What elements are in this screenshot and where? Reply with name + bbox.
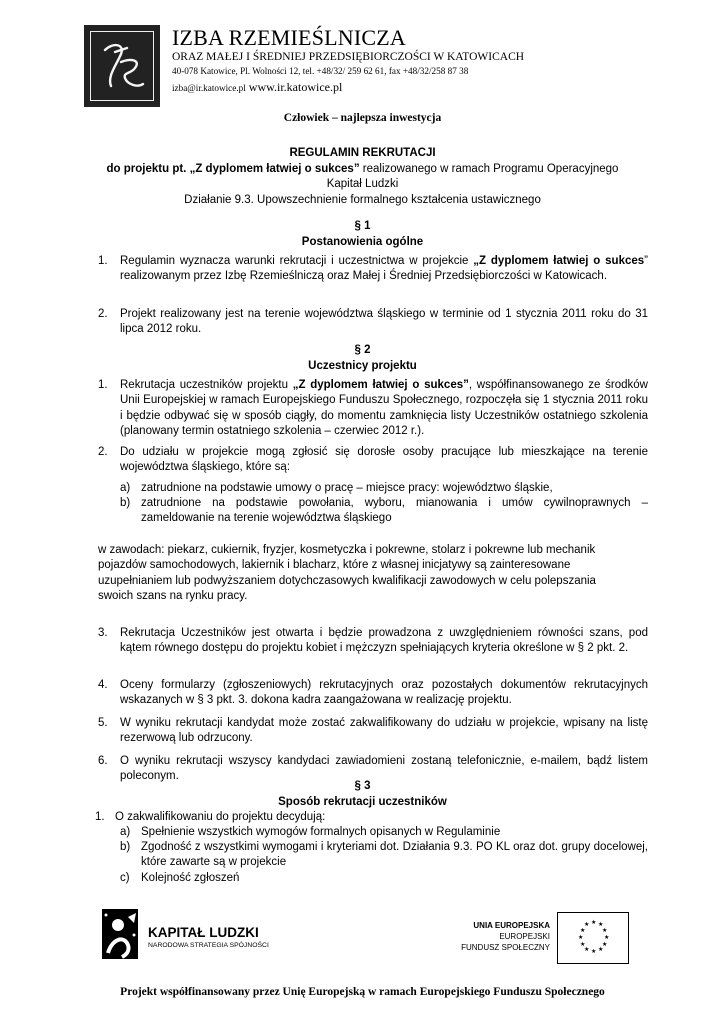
- sub-item: zatrudnione na podstawie powołania, wyboru, mianowania i umów cywilnoprawnych – zameldowanie na terenie województwa śląskiego: [141, 497, 648, 525]
- section-mark: § 1: [354, 220, 371, 232]
- list-number: 3.: [98, 627, 108, 639]
- list-number: 6.: [98, 755, 108, 767]
- eu-text-block: [440, 920, 550, 953]
- kapital-ludzki-emblem: [98, 905, 142, 963]
- institution-subtitle: ORAZ MAŁEJ I ŚREDNIEJ PRZEDSIĘBIORCZOŚCI W KATOWICACH: [172, 51, 525, 63]
- svg-text:★: ★: [602, 942, 608, 948]
- list-item: Oceny formularzy (zgłoszeniowych) rekrutacyjnych oraz pozostałych dokumentów rekrutacyjnych wskazanych w § 3 pkt. 3. dokona kadra zaangażowana w realizację projektu.: [120, 679, 648, 707]
- sub-item: Kolejność zgłoszeń: [141, 872, 240, 884]
- website-link[interactable]: www.ir.katowice.pl: [248, 80, 343, 94]
- list-item: Projekt realizowany jest na terenie województwa śląskiego w terminie od 1 stycznia 2011 roku do 31 lipca 2012 roku.: [120, 308, 648, 336]
- project-name: „Z dyplomem łatwiej o sukces”: [189, 162, 360, 175]
- eu-line-2: EUROPEJSKI: [499, 932, 550, 941]
- svg-text:★: ★: [602, 928, 608, 934]
- svg-text:★: ★: [598, 922, 604, 928]
- list-item: Rekrutacja Uczestników jest otwarta i będzie prowadzona z uwzględnieniem równości szans, pod kątem równego dostępu do projektu kobiet i mężczyzn spełniających kryteria określone w § 2 pkt. 2.: [120, 627, 648, 655]
- monogram-icon: [91, 32, 153, 100]
- title-line-4: Działanie 9.3. Upowszechnienie formalnego kształcenia ustawicznego: [184, 193, 541, 206]
- motto: Człowiek – najlepsza inwestycja: [283, 112, 442, 124]
- svg-text:★: ★: [580, 928, 586, 934]
- list-number: 1.: [98, 379, 108, 391]
- cofinanced-notice: Projekt współfinansowany przez Unię Europejską w ramach Europejskiego Funduszu Społecznego: [120, 986, 605, 998]
- email-link[interactable]: izba@ir.katowice.pl: [172, 83, 246, 93]
- list-item: Do udziału w projekcie mogą zgłosić się dorosłe osoby pracujące lub mieszkające na terenie województwa śląskiego, które są:: [120, 446, 648, 474]
- eu-line-3: FUNDUSZ SPOŁECZNY: [461, 943, 550, 952]
- svg-text:★: ★: [604, 935, 610, 941]
- sub-letter: b): [120, 841, 131, 853]
- list-item: Rekrutacja uczestników projektu „Z dyplomem łatwiej o sukces”, współfinansowanego ze środków Unii Europejskiej w ramach Europejskiego Funduszu Społecznego, rozpoczęła się 1 stycznia 2011 roku i będzie odbywać się w sposób ciągły, do momentu zamknięcia listy Uczestników ostatniego szkolenia (planowany termin ostatniego szkolenia – czerwiec 2012 r.).: [120, 379, 648, 437]
- list-number: 1.: [98, 255, 108, 267]
- eu-line-1: UNIA EUROPEJSKA: [473, 921, 550, 930]
- list-number: 5.: [98, 717, 108, 729]
- sub-item: zatrudnione na podstawie umowy o pracę – miejsce pracy: województwo śląskie,: [141, 482, 553, 494]
- svg-text:★: ★: [578, 935, 584, 941]
- document-title: [70, 146, 655, 208]
- logo-frame: [90, 31, 154, 101]
- section-title: Uczestnicy projektu: [308, 359, 417, 372]
- title-line-3: Kapitał Ludzki: [326, 178, 399, 190]
- list-item: W wyniku rekrutacji kandydat może zostać zakwalifikowany do udziału w projekcie, wpisany na listę rezerwową lub odrzucony.: [120, 717, 648, 745]
- list-item: O zakwalifikowaniu do projektu decydują:: [115, 811, 326, 823]
- kl-title: KAPITAŁ LUDZKI: [148, 925, 259, 940]
- section-3-heading: [70, 779, 655, 810]
- chamber-logo: [84, 25, 160, 107]
- section-mark: § 3: [354, 780, 371, 792]
- section-title: Sposób rekrutacji uczestników: [278, 795, 447, 808]
- sub-letter: a): [120, 482, 131, 494]
- eu-stars-icon: [558, 913, 628, 963]
- svg-text:★: ★: [580, 942, 586, 948]
- section-mark: § 2: [354, 344, 371, 356]
- list-number: 2.: [98, 446, 108, 458]
- sub-letter: b): [120, 497, 131, 509]
- people-emblem-icon: [98, 905, 142, 963]
- svg-text:★: ★: [591, 949, 597, 955]
- institution-name: IZBA RZEMIEŚLNICZA: [172, 25, 406, 50]
- section-1-heading: [70, 219, 655, 250]
- kl-subtitle: NARODOWA STRATEGIA SPÓJNOŚCI: [148, 942, 269, 949]
- sub-item: Spełnienie wszystkich wymogów formalnych opisanych w Regulaminie: [141, 826, 501, 838]
- section-title: Postanowienia ogólne: [301, 235, 424, 248]
- sub-letter: a): [120, 826, 131, 838]
- svg-text:★: ★: [591, 920, 597, 926]
- list-item: Regulamin wyznacza warunki rekrutacji i uczestnictwa w projekcie „Z dyplomem łatwiej o sukces” realizowanym przez Izbę Rzemieślniczą oraz Małej i Średniej Przedsiębiorczości w Katowicach.: [120, 255, 648, 283]
- list-item: O wyniku rekrutacji wszyscy kandydaci zawiadomieni zostaną telefonicznie, e-mailem, bądź listem poleconym.: [120, 755, 648, 783]
- list-number: 2.: [98, 308, 108, 320]
- institution-address: 40-078 Katowice, Pl. Wolności 12, tel. +48/32/ 259 62 61, fax +48/32/258 87 38: [172, 66, 469, 76]
- svg-text:★: ★: [598, 947, 604, 953]
- trades-paragraph: w zawodach: piekarz, cukiernik, fryzjer, kosmetyczka i pokrewne, stolarz i pokrewne lub mechanik pojazdów samochodowych, lakiernik i blacharz, które z własnej inicjatywy są zainteresowane uzupełnianiem lub podwyższaniem dotychczasowych kwalifikacji zawodowych w celu polepszania swoich szans na rynku pracy.: [98, 544, 596, 602]
- contact-line: [172, 80, 342, 95]
- eu-flag: [557, 912, 629, 964]
- list-number: 4.: [98, 679, 108, 691]
- section-2-heading: [70, 343, 655, 374]
- svg-text:★: ★: [584, 922, 590, 928]
- sub-letter: c): [120, 872, 130, 884]
- title-line-2: do projektu pt. „Z dyplomem łatwiej o sukces” realizowanego w ramach Programu Operacyjnego: [106, 162, 619, 175]
- svg-text:★: ★: [584, 947, 590, 953]
- title-line-1: REGULAMIN REKRUTACJI: [289, 147, 436, 159]
- sub-item: Zgodność z wszystkimi wymogami i kryteriami dot. Działania 9.3. PO KL oraz dot. grupy docelowej, które zawarte są w projekcie: [141, 841, 648, 869]
- list-number: 1.: [95, 811, 105, 823]
